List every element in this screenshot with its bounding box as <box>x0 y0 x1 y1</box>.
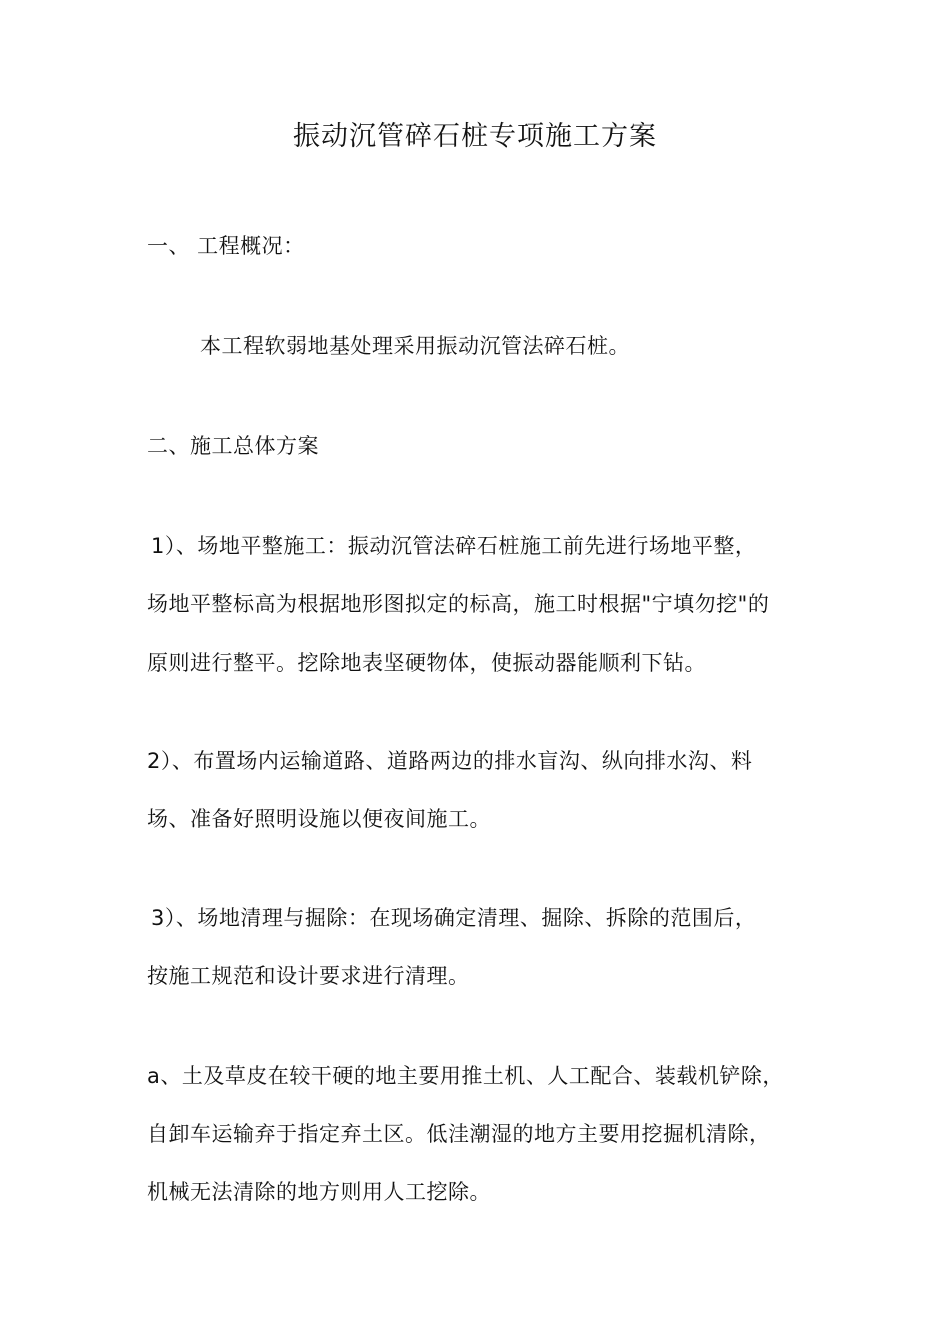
item1-line-2: 场地平整标高为根据地形图拟定的标高，施工时根据"宁填勿挖"的 <box>147 592 770 616</box>
item3-line-2: 按施工规范和设计要求进行清理。 <box>147 964 470 988</box>
item-a-line-2: 自卸车运输弃于指定弃土区。低洼潮湿的地方主要用挖掘机清除， <box>147 1122 771 1146</box>
section2-heading: 二、施工总体方案 <box>147 434 319 458</box>
item-a-line-3: 机械无法清除的地方则用人工挖除。 <box>147 1180 491 1204</box>
item3-line-1: 3）、场地清理与掘除：在现场确定清理、掘除、拆除的范围后， <box>151 906 757 930</box>
item2-line-1: 2）、布置场内运输道路、道路两边的排水盲沟、纵向排水沟、料 <box>147 749 753 773</box>
document-title: 振动沉管碎石桩专项施工方案 <box>293 121 657 152</box>
section1-heading: 一、 工程概况： <box>147 234 305 258</box>
item1-line-1: 1）、场地平整施工：振动沉管法碎石桩施工前先进行场地平整， <box>151 534 757 558</box>
item-a-line-1: a、土及草皮在较干硬的地主要用推土机、人工配合、装载机铲除， <box>147 1064 784 1088</box>
section1-body: 本工程软弱地基处理采用振动沉管法碎石桩。 <box>200 334 630 358</box>
item2-line-2: 场、准备好照明设施以便夜间施工。 <box>147 807 491 831</box>
item1-line-3: 原则进行整平。挖除地表坚硬物体，使振动器能顺利下钻。 <box>147 651 706 675</box>
